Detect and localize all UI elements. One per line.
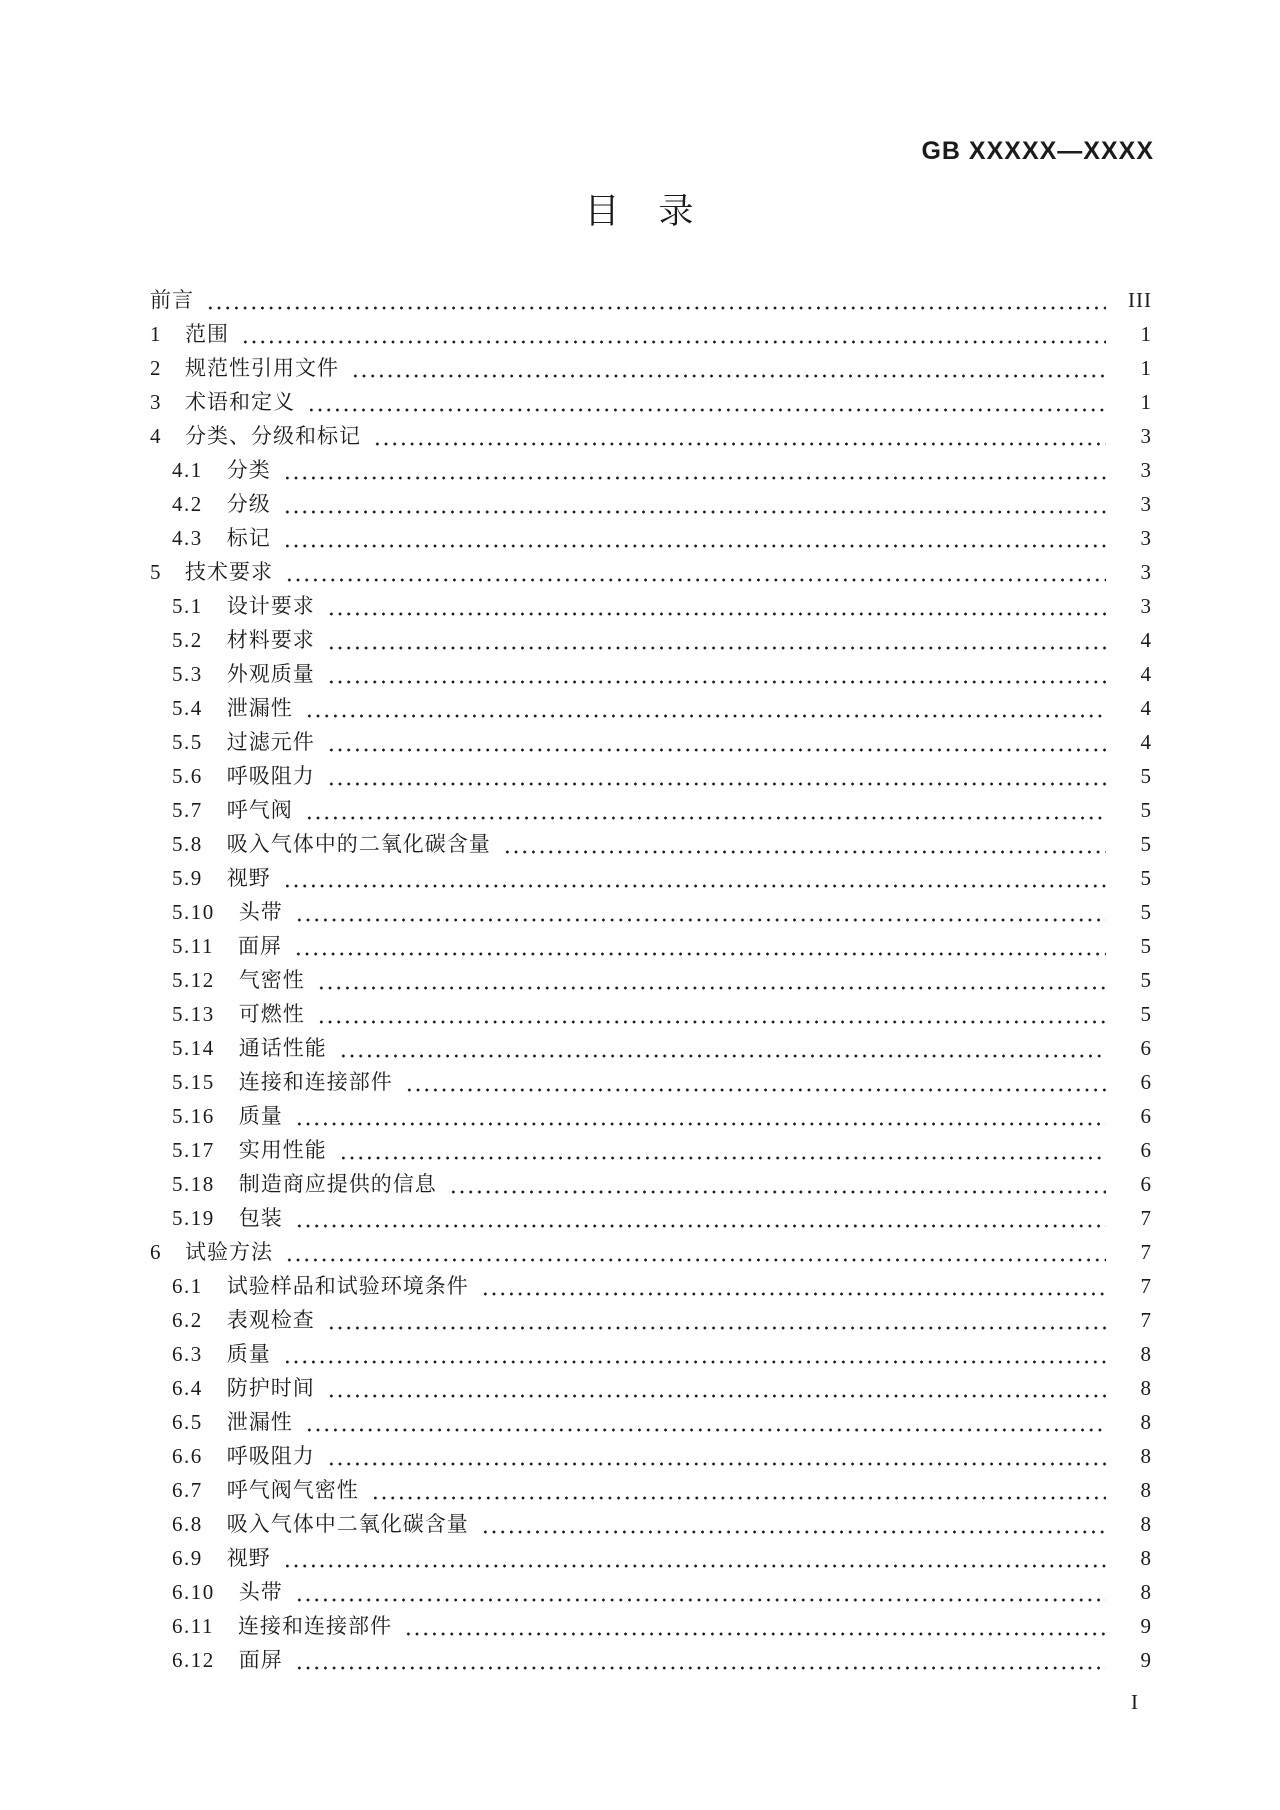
- toc-entry: [150, 1541, 1152, 1575]
- toc-entry-page: 3: [1140, 458, 1152, 482]
- dot-leader: [283, 544, 1106, 548]
- toc-entry-label: 表观检查: [226, 1308, 315, 1332]
- toc-entry-number: 5.12: [172, 968, 215, 992]
- toc-entry-number: 5.17: [172, 1138, 215, 1162]
- toc-entry: [150, 623, 1152, 657]
- toc-entry-label: 试验样品和试验环境条件: [226, 1274, 469, 1298]
- toc-entry-label: 吸入气体中二氧化碳含量: [226, 1512, 469, 1536]
- toc-entry-label: 视野: [226, 866, 271, 890]
- toc-entry-number: 4.3: [172, 526, 203, 550]
- toc-entry: [150, 385, 1152, 419]
- toc-entry-page: 3: [1140, 526, 1152, 550]
- toc-entry-page: 8: [1140, 1478, 1152, 1502]
- toc-entry-number: 2: [150, 356, 162, 380]
- toc-entry: [150, 1609, 1152, 1643]
- toc-entry-page: 6: [1140, 1070, 1152, 1094]
- toc-entry-number: 5.6: [172, 764, 203, 788]
- toc-entry: [150, 453, 1152, 487]
- toc-entry-page: 9: [1140, 1614, 1152, 1638]
- dot-leader: [404, 1632, 1106, 1636]
- toc-entry: [150, 861, 1152, 895]
- dot-leader: [405, 1088, 1106, 1092]
- toc-entry-page: 8: [1140, 1376, 1152, 1400]
- toc-entry-page: 4: [1140, 628, 1152, 652]
- toc-entry-page: 5: [1140, 764, 1152, 788]
- toc-entry-label: 吸入气体中的二氧化碳含量: [226, 832, 491, 856]
- toc-entry: [150, 419, 1152, 453]
- dot-leader: [294, 952, 1106, 956]
- toc-entry-page: 6: [1140, 1104, 1152, 1128]
- toc-entry: [150, 317, 1152, 351]
- toc-entry-label: 面屏: [238, 1648, 283, 1672]
- dot-leader: [327, 1394, 1106, 1398]
- toc-entry-label: 过滤元件: [226, 730, 315, 754]
- toc-entry-page: 9: [1140, 1648, 1152, 1672]
- toc-entry-number: 6.10: [172, 1580, 215, 1604]
- toc-entry-page: 3: [1140, 594, 1152, 618]
- dot-leader: [327, 782, 1106, 786]
- toc-entry-number: 5.13: [172, 1002, 215, 1026]
- toc-entry-label: 质量: [238, 1104, 283, 1128]
- toc-entry-label: 分类: [226, 458, 271, 482]
- toc-entry-label: 连接和连接部件: [238, 1070, 393, 1094]
- standard-number-header: GB XXXXX—XXXX: [921, 137, 1154, 165]
- toc-entry-label: 防护时间: [226, 1376, 315, 1400]
- toc-entry-label: 标记: [226, 526, 271, 550]
- toc-entry-label: 质量: [226, 1342, 271, 1366]
- toc-entry-number: 5.16: [172, 1104, 215, 1128]
- toc-entry-label: 设计要求: [226, 594, 315, 618]
- toc-entry: [150, 1303, 1152, 1337]
- toc-entry-number: 6.1: [172, 1274, 203, 1298]
- toc-entry-label: 泄漏性: [226, 696, 293, 720]
- toc-entry-number: 6.3: [172, 1342, 203, 1366]
- toc-entry-label: 连接和连接部件: [237, 1614, 392, 1638]
- toc-entry-page: 5: [1140, 866, 1152, 890]
- toc-entry: [150, 657, 1152, 691]
- dot-leader: [327, 646, 1106, 650]
- dot-leader: [305, 714, 1106, 718]
- toc-entry: [150, 1405, 1152, 1439]
- toc-entry: [150, 725, 1152, 759]
- toc-entry: [150, 1031, 1152, 1065]
- toc-entry-page: 3: [1140, 424, 1152, 448]
- dot-leader: [241, 340, 1106, 344]
- toc-entry-page: 5: [1140, 1002, 1152, 1026]
- toc-entry-label: 范围: [185, 322, 229, 346]
- toc-entry: [150, 1235, 1152, 1269]
- dot-leader: [307, 408, 1106, 412]
- toc-entry-page: 7: [1140, 1206, 1152, 1230]
- toc-entry: [150, 1099, 1152, 1133]
- toc-entry: [150, 895, 1152, 929]
- toc-entry-label: 呼吸阻力: [226, 764, 315, 788]
- toc-entry-page: 1: [1140, 356, 1152, 380]
- toc-entry-number: 5.15: [172, 1070, 215, 1094]
- toc-entry-page: 5: [1140, 900, 1152, 924]
- toc-entry-page: 8: [1140, 1580, 1152, 1604]
- toc-entry: [150, 1269, 1152, 1303]
- toc-entry-number: 5.1: [172, 594, 203, 618]
- dot-leader: [206, 306, 1106, 310]
- toc-entry-label: 制造商应提供的信息: [238, 1172, 437, 1196]
- dot-leader: [503, 850, 1106, 854]
- toc-entry-number: 6.9: [172, 1546, 203, 1570]
- dot-leader: [283, 1564, 1106, 1568]
- toc-entry-page: 3: [1140, 492, 1152, 516]
- toc-entry-label: 视野: [226, 1546, 271, 1570]
- toc-entry-page: 6: [1140, 1138, 1152, 1162]
- dot-leader: [283, 884, 1106, 888]
- toc-entry-page: 8: [1140, 1512, 1152, 1536]
- dot-leader: [327, 748, 1106, 752]
- toc-entry-label: 分级: [226, 492, 271, 516]
- toc-entry: [150, 1133, 1152, 1167]
- dot-leader: [481, 1530, 1106, 1534]
- toc-entry-number: 6.12: [172, 1648, 215, 1672]
- toc-entry-page: 7: [1140, 1274, 1152, 1298]
- dot-leader: [481, 1292, 1106, 1296]
- toc-entry-page: 4: [1140, 730, 1152, 754]
- toc-entry-number: 5.19: [172, 1206, 215, 1230]
- toc-entry: [150, 963, 1152, 997]
- toc-entry-number: 6.6: [172, 1444, 203, 1468]
- toc-entry: [150, 1507, 1152, 1541]
- toc-entry-number: 4.2: [172, 492, 203, 516]
- toc-entry-number: 6.11: [172, 1614, 214, 1638]
- toc-entry: [150, 929, 1152, 963]
- dot-leader: [295, 1122, 1106, 1126]
- toc-entry-label: 头带: [238, 900, 283, 924]
- toc-entry-page: 5: [1140, 832, 1152, 856]
- toc-entry-page: 8: [1140, 1546, 1152, 1570]
- toc-entry: [150, 759, 1152, 793]
- toc-entry: [150, 521, 1152, 555]
- toc-entry-number: 6.7: [172, 1478, 203, 1502]
- toc-entry-label: 通话性能: [238, 1036, 327, 1060]
- dot-leader: [327, 1326, 1106, 1330]
- toc-entry: [150, 793, 1152, 827]
- toc-entry: [150, 1643, 1152, 1677]
- toc-entry-page: 8: [1140, 1410, 1152, 1434]
- toc-entry-number: 5.4: [172, 696, 203, 720]
- toc-entry-page: 3: [1140, 560, 1152, 584]
- toc-entry-page: 6: [1140, 1172, 1152, 1196]
- toc-entry-label: 呼气阀气密性: [226, 1478, 359, 1502]
- toc-entry-number: 5.10: [172, 900, 215, 924]
- toc-entry: [150, 1167, 1152, 1201]
- toc-entry-label: 面屏: [237, 934, 282, 958]
- toc-entry-number: 5.5: [172, 730, 203, 754]
- toc-entry: [150, 997, 1152, 1031]
- toc-entry: [150, 1575, 1152, 1609]
- footer-page-number: I: [1131, 1690, 1138, 1714]
- dot-leader: [305, 1428, 1106, 1432]
- dot-leader: [317, 986, 1106, 990]
- toc-entry-number: 5.11: [172, 934, 214, 958]
- toc-entry-page: 8: [1140, 1444, 1152, 1468]
- toc-entry-number: 5: [150, 560, 162, 584]
- toc-entry-number: 6.2: [172, 1308, 203, 1332]
- dot-leader: [327, 680, 1106, 684]
- toc-entry-page: 4: [1140, 696, 1152, 720]
- toc-entry: [150, 1201, 1152, 1235]
- toc-entry-page: 5: [1140, 798, 1152, 822]
- dot-leader: [295, 1224, 1106, 1228]
- toc-entry-label: 术语和定义: [185, 390, 295, 414]
- dot-leader: [295, 1598, 1106, 1602]
- toc-entry: [150, 589, 1152, 623]
- toc-entry: [150, 1065, 1152, 1099]
- toc-entry-number: 5.7: [172, 798, 203, 822]
- dot-leader: [371, 1496, 1106, 1500]
- toc-entry-label: 规范性引用文件: [185, 356, 339, 380]
- toc-entry: [150, 827, 1152, 861]
- toc-entry-number: 5.18: [172, 1172, 215, 1196]
- toc-entry: [150, 351, 1152, 385]
- dot-leader: [295, 1666, 1106, 1670]
- dot-leader: [317, 1020, 1106, 1024]
- toc-entry-label: 前言: [150, 288, 194, 312]
- dot-leader: [449, 1190, 1106, 1194]
- toc-entry-label: 实用性能: [238, 1138, 327, 1162]
- toc-entry-label: 材料要求: [226, 628, 315, 652]
- dot-leader: [285, 578, 1106, 582]
- dot-leader: [295, 918, 1106, 922]
- toc-entry-number: 6.4: [172, 1376, 203, 1400]
- dot-leader: [327, 612, 1106, 616]
- toc-entry-number: 5.14: [172, 1036, 215, 1060]
- toc-entry-number: 4: [150, 424, 162, 448]
- toc-entry-label: 泄漏性: [226, 1410, 293, 1434]
- toc-entry-page: 4: [1140, 662, 1152, 686]
- toc-entry-label: 头带: [238, 1580, 283, 1604]
- toc-entry: [150, 283, 1152, 317]
- toc-entry-number: 6: [150, 1240, 162, 1264]
- toc-entry-label: 包装: [238, 1206, 283, 1230]
- dot-leader: [351, 374, 1106, 378]
- toc-entry: [150, 1473, 1152, 1507]
- toc-entry-number: 1: [150, 322, 162, 346]
- toc-entry-number: 3: [150, 390, 162, 414]
- toc-entry-page: 6: [1140, 1036, 1152, 1060]
- toc-entry-number: 5.2: [172, 628, 203, 652]
- toc-entry-page: 1: [1140, 322, 1152, 346]
- toc-entry-number: 6.8: [172, 1512, 203, 1536]
- toc-entry-page: 7: [1140, 1240, 1152, 1264]
- toc-entry-number: 5.8: [172, 832, 203, 856]
- toc-entry: [150, 1439, 1152, 1473]
- dot-leader: [373, 442, 1106, 446]
- toc-entry-label: 技术要求: [185, 560, 273, 584]
- toc-entry-page: 5: [1140, 968, 1152, 992]
- toc-entry-label: 试验方法: [185, 1240, 273, 1264]
- toc-entry-page: III: [1128, 288, 1152, 312]
- toc-entry-label: 呼气阀: [226, 798, 293, 822]
- toc-entry-label: 可燃性: [238, 1002, 305, 1026]
- page-title: 目 录: [584, 192, 696, 231]
- dot-leader: [339, 1156, 1106, 1160]
- table-of-contents: [150, 283, 1152, 1677]
- dot-leader: [305, 816, 1106, 820]
- toc-entry-page: 7: [1140, 1308, 1152, 1332]
- toc-entry-label: 气密性: [238, 968, 305, 992]
- dot-leader: [339, 1054, 1106, 1058]
- toc-entry-number: 5.9: [172, 866, 203, 890]
- toc-entry: [150, 487, 1152, 521]
- toc-entry: [150, 555, 1152, 589]
- toc-entry: [150, 1337, 1152, 1371]
- toc-entry: [150, 691, 1152, 725]
- dot-leader: [283, 1360, 1106, 1364]
- toc-entry-label: 外观质量: [226, 662, 315, 686]
- toc-entry-page: 1: [1140, 390, 1152, 414]
- toc-entry: [150, 1371, 1152, 1405]
- toc-entry-number: 6.5: [172, 1410, 203, 1434]
- toc-entry-number: 5.3: [172, 662, 203, 686]
- dot-leader: [283, 476, 1106, 480]
- toc-entry-label: 分类、分级和标记: [185, 424, 361, 448]
- toc-entry-page: 8: [1140, 1342, 1152, 1366]
- toc-entry-number: 4.1: [172, 458, 203, 482]
- dot-leader: [283, 510, 1106, 514]
- dot-leader: [327, 1462, 1106, 1466]
- toc-entry-page: 5: [1140, 934, 1152, 958]
- toc-entry-label: 呼吸阻力: [226, 1444, 315, 1468]
- dot-leader: [285, 1258, 1106, 1262]
